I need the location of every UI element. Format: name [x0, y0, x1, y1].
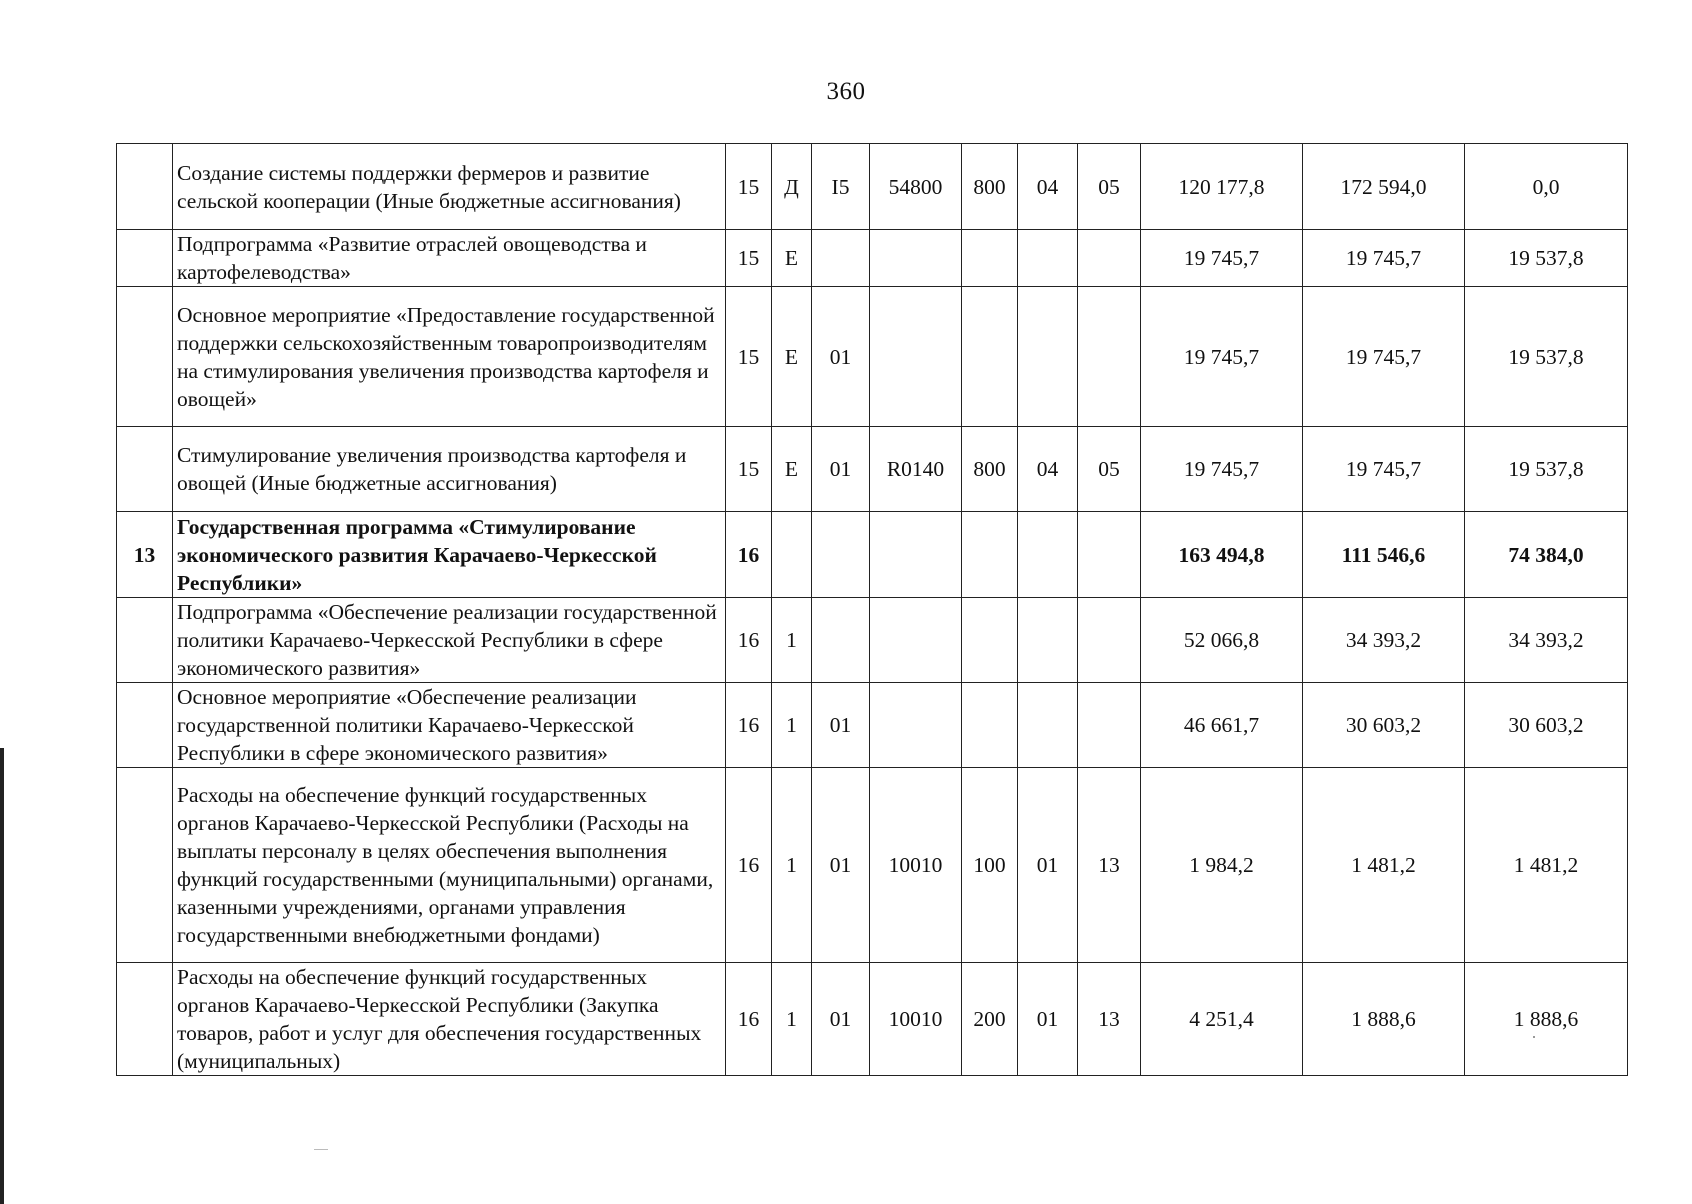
code-subprogram: 1 [772, 683, 812, 768]
code-event: 01 [812, 427, 870, 512]
code-subprogram: 1 [772, 768, 812, 963]
code-subsection [1078, 287, 1141, 427]
code-subprogram: Е [772, 230, 812, 287]
row-name: Создание системы поддержки фермеров и развитие сельской кооперации (Иные бюджетные ассигнования) [173, 144, 726, 230]
code-section: 01 [1018, 768, 1078, 963]
code-program: 16 [726, 963, 772, 1076]
code-expense-type [962, 683, 1018, 768]
code-section [1018, 683, 1078, 768]
page-number: 360 [826, 78, 866, 105]
value-year-2: 1 481,2 [1303, 768, 1465, 963]
code-event [812, 598, 870, 683]
value-year-3: 0,0 [1465, 144, 1628, 230]
value-year-2: 30 603,2 [1303, 683, 1465, 768]
code-section [1018, 287, 1078, 427]
code-section: 04 [1018, 144, 1078, 230]
code-section [1018, 230, 1078, 287]
code-event [812, 230, 870, 287]
code-program: 16 [726, 683, 772, 768]
code-direction [870, 598, 962, 683]
code-event: 01 [812, 683, 870, 768]
value-year-2: 1 888,6 [1303, 963, 1465, 1076]
row-number [117, 287, 173, 427]
row-name: Расходы на обеспечение функций государственных органов Карачаево-Черкесской Республики (Закупка товаров, работ и услуг для обеспечения государственных (муниципальных) [173, 963, 726, 1076]
code-subprogram: Е [772, 287, 812, 427]
value-year-1: 19 745,7 [1141, 230, 1303, 287]
code-program: 16 [726, 768, 772, 963]
table-row [117, 768, 1628, 963]
code-subsection: 05 [1078, 144, 1141, 230]
code-section [1018, 598, 1078, 683]
value-year-2: 19 745,7 [1303, 427, 1465, 512]
code-subsection: 05 [1078, 427, 1141, 512]
value-year-1: 46 661,7 [1141, 683, 1303, 768]
row-number [117, 144, 173, 230]
value-year-1: 52 066,8 [1141, 598, 1303, 683]
value-year-3: 34 393,2 [1465, 598, 1628, 683]
code-program: 15 [726, 287, 772, 427]
code-program: 15 [726, 427, 772, 512]
value-year-2: 19 745,7 [1303, 287, 1465, 427]
code-subsection [1078, 512, 1141, 598]
code-subprogram: Д [772, 144, 812, 230]
table-row [117, 144, 1628, 230]
code-expense-type: 800 [962, 427, 1018, 512]
code-section: 04 [1018, 427, 1078, 512]
value-year-1: 163 494,8 [1141, 512, 1303, 598]
code-subsection [1078, 598, 1141, 683]
scan-speck [314, 1149, 328, 1150]
row-number: 13 [117, 512, 173, 598]
row-name: Основное мероприятие «Обеспечение реализации государственной политики Карачаево-Черкесской Республики в сфере экономического развития» [173, 683, 726, 768]
code-program: 16 [726, 512, 772, 598]
code-direction: 10010 [870, 963, 962, 1076]
code-event: 01 [812, 768, 870, 963]
value-year-1: 19 745,7 [1141, 287, 1303, 427]
code-expense-type: 200 [962, 963, 1018, 1076]
value-year-3: 1 481,2 [1465, 768, 1628, 963]
value-year-2: 172 594,0 [1303, 144, 1465, 230]
table-row [117, 683, 1628, 768]
row-name: Подпрограмма «Обеспечение реализации государственной политики Карачаево-Черкесской Республики в сфере экономического развития» [173, 598, 726, 683]
value-year-2: 19 745,7 [1303, 230, 1465, 287]
code-direction: 10010 [870, 768, 962, 963]
value-year-3: 19 537,8 [1465, 230, 1628, 287]
value-year-1: 120 177,8 [1141, 144, 1303, 230]
row-name: Стимулирование увеличения производства картофеля и овощей (Иные бюджетные ассигнования) [173, 427, 726, 512]
scan-speck [1533, 1036, 1535, 1038]
code-section [1018, 512, 1078, 598]
row-number [117, 683, 173, 768]
row-number [117, 963, 173, 1076]
value-year-2: 34 393,2 [1303, 598, 1465, 683]
code-event: I5 [812, 144, 870, 230]
value-year-3: 19 537,8 [1465, 427, 1628, 512]
value-year-1: 19 745,7 [1141, 427, 1303, 512]
code-subsection [1078, 683, 1141, 768]
row-name: Государственная программа «Стимулирование экономического развития Карачаево-Черкесской Республики» [173, 512, 726, 598]
value-year-3: 30 603,2 [1465, 683, 1628, 768]
code-event: 01 [812, 287, 870, 427]
value-year-3: 74 384,0 [1465, 512, 1628, 598]
code-subsection [1078, 230, 1141, 287]
code-event [812, 512, 870, 598]
code-program: 16 [726, 598, 772, 683]
code-event: 01 [812, 963, 870, 1076]
table-row [117, 963, 1628, 1076]
code-expense-type [962, 287, 1018, 427]
budget-table [116, 143, 1628, 1076]
row-number [117, 230, 173, 287]
row-number [117, 598, 173, 683]
code-expense-type [962, 230, 1018, 287]
value-year-3: 19 537,8 [1465, 287, 1628, 427]
table-row [117, 287, 1628, 427]
code-expense-type [962, 512, 1018, 598]
row-number [117, 768, 173, 963]
code-direction: 54800 [870, 144, 962, 230]
code-subsection: 13 [1078, 963, 1141, 1076]
code-direction: R0140 [870, 427, 962, 512]
value-year-1: 1 984,2 [1141, 768, 1303, 963]
value-year-1: 4 251,4 [1141, 963, 1303, 1076]
code-expense-type [962, 598, 1018, 683]
code-subsection: 13 [1078, 768, 1141, 963]
code-direction [870, 683, 962, 768]
row-name: Расходы на обеспечение функций государственных органов Карачаево-Черкесской Республики (Расходы на выплаты персоналу в целях обеспечения выполнения функций государственными (муниципальными) органами, казенными учреждениями, органами управления государственными внебюджетными фондами) [173, 768, 726, 963]
table-row [117, 427, 1628, 512]
table-row [117, 512, 1628, 598]
row-number [117, 427, 173, 512]
code-subprogram: 1 [772, 598, 812, 683]
code-program: 15 [726, 144, 772, 230]
code-expense-type: 800 [962, 144, 1018, 230]
row-name: Основное мероприятие «Предоставление государственной поддержки сельскохозяйственным товаропроизводителям на стимулирования увеличения производства картофеля и овощей» [173, 287, 726, 427]
table-row [117, 230, 1628, 287]
value-year-3: 1 888,6 [1465, 963, 1628, 1076]
value-year-2: 111 546,6 [1303, 512, 1465, 598]
code-subprogram: 1 [772, 963, 812, 1076]
code-subprogram [772, 512, 812, 598]
code-section: 01 [1018, 963, 1078, 1076]
code-direction [870, 287, 962, 427]
table-row [117, 598, 1628, 683]
code-expense-type: 100 [962, 768, 1018, 963]
scan-edge-mark [0, 748, 4, 1204]
row-name: Подпрограмма «Развитие отраслей овощеводства и картофелеводства» [173, 230, 726, 287]
code-direction [870, 230, 962, 287]
code-subprogram: Е [772, 427, 812, 512]
code-direction [870, 512, 962, 598]
code-program: 15 [726, 230, 772, 287]
